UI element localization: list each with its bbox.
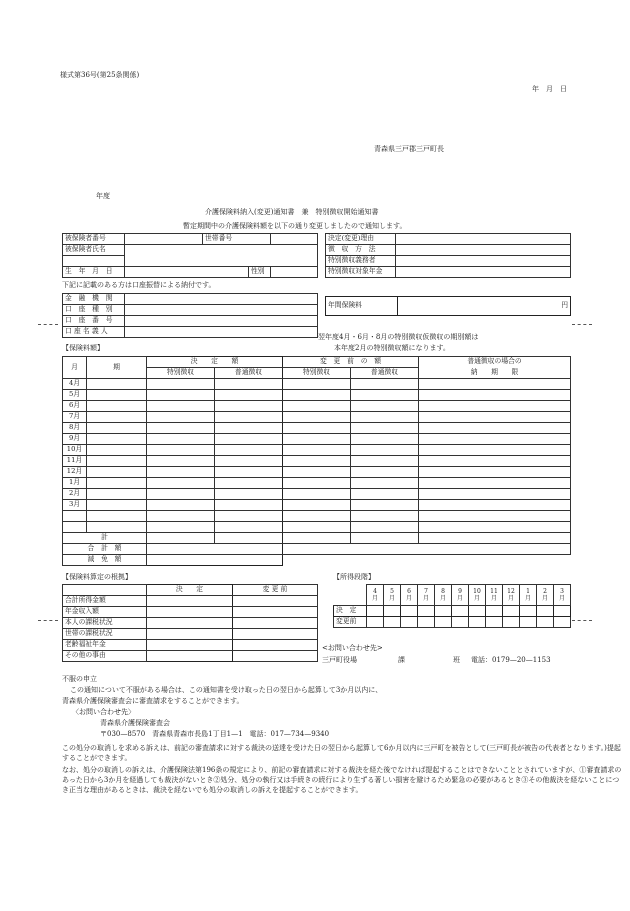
basis-row <box>63 629 318 640</box>
basis-decided-header: 決 定 <box>147 585 233 596</box>
annual-premium-label: 年間保険料 <box>326 297 398 316</box>
fee-ordinary-case-header: 普通徴収の場合の <box>419 357 571 368</box>
fee-decided-special-cell <box>147 379 215 390</box>
stage-before-cell <box>384 617 401 628</box>
sex-label: 性別 <box>249 267 271 278</box>
fee-deadline-cell <box>419 489 571 500</box>
basis-before-cell <box>233 596 318 607</box>
appeal-address: 〒030—8570 青森県青森市長島1丁目1—1 電話：017—734—9340 <box>100 730 330 738</box>
basis-row-label: 世帯の課税状況 <box>63 629 147 640</box>
stage-month-header: 2 月 <box>537 585 554 606</box>
appeal-contact-label: 〈お問い合わせ先〉 <box>72 708 135 716</box>
fee-period-cell <box>87 412 147 423</box>
special-pension-label: 特別徴収対象年金 <box>326 267 396 278</box>
fee-decided-special-cell <box>147 434 215 445</box>
fee-before-normal-cell <box>351 379 419 390</box>
stage-decided-cell <box>469 606 486 617</box>
stage-decided-cell <box>367 606 384 617</box>
fee-before-normal-cell <box>351 511 419 522</box>
fee-decided-special-cell <box>147 423 215 434</box>
basis-before-cell <box>233 607 318 618</box>
stage-decided-cell <box>554 606 571 617</box>
fee-period-cell <box>87 500 147 511</box>
fee-before-special-cell <box>283 434 351 445</box>
fee-before-special-cell <box>283 456 351 467</box>
basis-row <box>63 618 318 629</box>
fiscal-year: 年度 <box>96 192 110 200</box>
fee-month-cell: 7月 <box>63 412 87 423</box>
fee-before-special-cell <box>283 478 351 489</box>
stage-decided-cell <box>520 606 537 617</box>
fee-month-cell: 8月 <box>63 423 87 434</box>
birthdate-label: 生 年 月 日 <box>63 267 125 278</box>
fee-deadline-cell <box>419 379 571 390</box>
fee-month-cell: 2月 <box>63 489 87 500</box>
fee-before-normal-cell <box>351 401 419 412</box>
contact-phone: 電話：0179—20—1153 <box>471 656 551 664</box>
fee-month-cell: 9月 <box>63 434 87 445</box>
fee-month-cell: 11月 <box>63 456 87 467</box>
fee-decided-normal-cell <box>215 390 283 401</box>
fee-before-normal-cell <box>351 522 419 533</box>
fee-month-cell: 10月 <box>63 445 87 456</box>
document-subtitle: 暫定期間中の介護保険料額を以下の通り変更しましたので通知します。 <box>183 222 407 230</box>
basis-before-cell <box>233 629 318 640</box>
stage-decided-cell <box>418 606 435 617</box>
fee-deadline-cell <box>419 423 571 434</box>
basis-before-cell <box>233 640 318 651</box>
basis-decided-cell <box>147 607 233 618</box>
fee-before-special-cell <box>283 522 351 533</box>
stage-month-header: 7 月 <box>418 585 435 606</box>
stage-decided-cell <box>384 606 401 617</box>
fee-row <box>63 478 571 489</box>
basis-row-label: 年金収入額 <box>63 607 147 618</box>
stage-month-header: 4 月 <box>367 585 384 606</box>
fee-period-cell <box>87 423 147 434</box>
fee-before-special-cell <box>283 500 351 511</box>
fee-period-cell <box>87 467 147 478</box>
fee-month-cell <box>63 511 87 522</box>
fee-before-normal-cell <box>351 390 419 401</box>
stage-decided-cell <box>401 606 418 617</box>
stage-month-header: 8 月 <box>435 585 452 606</box>
document-title: 介護保険料納入(変更)通知書 兼 特別徴収開始通知書 <box>205 208 379 216</box>
insured-name-label: 被保険者氏名 <box>63 245 125 256</box>
fee-normal-header: 普通徴収 <box>351 368 419 379</box>
fee-deadline-cell <box>419 401 571 412</box>
stage-before-cell <box>452 617 469 628</box>
annual-premium-box <box>325 296 571 316</box>
fee-decided-special-cell <box>147 390 215 401</box>
fee-row <box>63 434 571 445</box>
fee-deadline-cell <box>419 467 571 478</box>
basis-decided-cell <box>147 640 233 651</box>
fee-period-cell <box>87 445 147 456</box>
collection-info-table <box>325 233 571 278</box>
form-number: 様式第36号(第25条関係) <box>60 71 140 79</box>
fee-before-special-cell <box>283 445 351 456</box>
stage-before-cell <box>469 617 486 628</box>
stage-month-header: 10 月 <box>469 585 486 606</box>
stage-before-cell <box>401 617 418 628</box>
fee-deadline-cell <box>419 478 571 489</box>
fold-line <box>572 620 592 621</box>
bank-row: 口 座 種 別 <box>63 305 125 316</box>
fee-before-special-cell <box>283 401 351 412</box>
fee-decided-special-cell <box>147 478 215 489</box>
stage-month-header: 9 月 <box>452 585 469 606</box>
date-line: 年 月 日 <box>532 85 567 93</box>
special-collector-label: 特別徴収義務者 <box>326 256 396 267</box>
fee-row <box>63 390 571 401</box>
basis-row-label: 本人の課税状況 <box>63 618 147 629</box>
fee-decided-normal-cell <box>215 467 283 478</box>
issuer: 青森県三戸郡三戸町長 <box>374 145 444 153</box>
bank-row: 金 融 機 関 <box>63 294 125 305</box>
fee-before-normal-cell <box>351 478 419 489</box>
fee-row <box>63 500 571 511</box>
fee-decided-special-cell <box>147 522 215 533</box>
special-note-2: 本年度2月の特別徴収額になります。 <box>334 344 450 352</box>
fee-month-cell: 3月 <box>63 500 87 511</box>
fee-period-cell <box>87 456 147 467</box>
fee-row <box>63 522 571 533</box>
stage-decided-cell <box>452 606 469 617</box>
fee-normal-header: 普通徴収 <box>215 368 283 379</box>
fee-before-normal-cell <box>351 467 419 478</box>
fee-decided-normal-cell <box>215 445 283 456</box>
fee-decided-normal-cell <box>215 500 283 511</box>
appeal-title: 不服の申立 <box>62 675 97 683</box>
stage-before-cell <box>367 617 384 628</box>
appeal-line-2: 青森県介護保険審査会に審査請求をすることができます。 <box>62 697 244 705</box>
annual-premium-yen: 円 <box>398 297 571 316</box>
basis-row <box>63 596 318 607</box>
footer-paragraph-2: なお、処分の取消しの訴えは、介護保険法第196条の規定により、前記の審査請求に対する裁決を経た後でなければ提起することはできないこととされていますが、①審査請求のあった日から3か月を経過しても裁決がないとき②処分、処分の執行又は手続きの続行により生ずる著しい損害を避けるため緊急の必要があるとき③その他裁決を経ないことにつき正当な理由があるときは、裁決を経ないでも処分の取消しの訴えを提起することができます。 <box>62 766 622 794</box>
fee-period-cell <box>87 379 147 390</box>
fee-row <box>63 423 571 434</box>
stage-month-header: 5 月 <box>384 585 401 606</box>
fee-before-special-cell <box>283 412 351 423</box>
decision-reason-label: 決定(変更)理由 <box>326 234 396 245</box>
fee-decided-normal-cell <box>215 456 283 467</box>
fee-row <box>63 379 571 390</box>
basis-table <box>62 584 318 662</box>
special-note-1: 翌年度4月・6月・8月の特別徴収仮徴収の期別額は <box>318 333 479 341</box>
fee-period-cell <box>87 390 147 401</box>
fee-deadline-cell <box>419 445 571 456</box>
fee-decided-special-cell <box>147 456 215 467</box>
stage-before-cell <box>503 617 520 628</box>
fee-period-cell <box>87 511 147 522</box>
fold-line <box>38 324 58 325</box>
fee-deadline-cell <box>419 434 571 445</box>
fee-before-special-cell <box>283 489 351 500</box>
fee-decided-normal-cell <box>215 478 283 489</box>
fee-deadline-cell <box>419 412 571 423</box>
fee-decided-header: 決 定 額 <box>147 357 283 368</box>
stage-before-cell <box>554 617 571 628</box>
fee-deadline-header: 納 期 限 <box>419 368 571 379</box>
fee-decided-normal-cell <box>215 489 283 500</box>
fee-before-normal-cell <box>351 434 419 445</box>
stage-decided-cell <box>486 606 503 617</box>
fee-decided-special-cell <box>147 467 215 478</box>
fee-decided-normal-cell <box>215 522 283 533</box>
footer-paragraph-1: この処分の取消しを求める訴えは、前記の審査請求に対する裁決の送達を受けた日の翌日から起算して6か月以内に三戸町を被告として(三戸町長が被告の代表者となります。)提起することができます。 <box>62 744 621 762</box>
stage-before-cell <box>520 617 537 628</box>
stage-decided-label: 決 定 <box>334 606 367 617</box>
fee-decided-normal-cell <box>215 412 283 423</box>
bank-row: 口 座 番 号 <box>63 316 125 327</box>
contact-office: 三戸町役場 <box>322 656 357 664</box>
basis-row-label: 老齢福祉年金 <box>63 640 147 651</box>
fee-month-cell: 1月 <box>63 478 87 489</box>
fee-before-normal-cell <box>351 445 419 456</box>
stage-before-label: 変更前 <box>334 617 367 628</box>
stage-decided-cell <box>435 606 452 617</box>
fee-before-special-cell <box>283 379 351 390</box>
insured-info-table <box>62 233 318 278</box>
stage-decided-cell <box>503 606 520 617</box>
fee-period-cell <box>87 401 147 412</box>
basis-decided-cell <box>147 596 233 607</box>
basis-decided-cell <box>147 618 233 629</box>
contact-section: 課 <box>398 656 405 664</box>
fee-before-normal-cell <box>351 412 419 423</box>
contact-team: 班 <box>453 656 460 664</box>
fee-before-header: 変 更 前 の 額 <box>283 357 419 368</box>
fee-deadline-cell <box>419 390 571 401</box>
basis-row <box>63 640 318 651</box>
fee-special-header: 特別徴収 <box>283 368 351 379</box>
fee-period-cell <box>87 489 147 500</box>
stage-table <box>333 584 571 628</box>
stage-month-header: 3 月 <box>554 585 571 606</box>
bank-table <box>62 293 318 338</box>
bank-note: 下記に記載のある方は口座振替による納付です。 <box>62 281 216 289</box>
fee-decided-normal-cell <box>215 434 283 445</box>
fee-deadline-cell <box>419 500 571 511</box>
fee-row <box>63 456 571 467</box>
fee-decided-normal-cell <box>215 511 283 522</box>
fee-row <box>63 445 571 456</box>
fee-row <box>63 511 571 522</box>
fee-month-cell: 4月 <box>63 379 87 390</box>
fee-before-special-cell <box>283 390 351 401</box>
bank-row: 口 座 名 義 人 <box>63 327 125 338</box>
basis-decided-cell <box>147 651 233 662</box>
fee-period-header: 期 <box>87 357 147 379</box>
fee-decided-special-cell <box>147 511 215 522</box>
stage-month-header: 12 月 <box>503 585 520 606</box>
fee-sum-label: 合 計 額 <box>63 544 147 555</box>
fold-line <box>572 324 592 325</box>
fee-row <box>63 401 571 412</box>
basis-before-cell <box>233 618 318 629</box>
fee-before-special-cell <box>283 511 351 522</box>
stage-section-title: 【所得段階】 <box>333 573 375 581</box>
fee-exempt-label: 減 免 額 <box>63 555 147 566</box>
fee-before-normal-cell <box>351 423 419 434</box>
basis-row-label: 合計所得金額 <box>63 596 147 607</box>
fee-deadline-cell <box>419 456 571 467</box>
fee-deadline-cell <box>419 522 571 533</box>
fee-deadline-cell <box>419 511 571 522</box>
fee-decided-normal-cell <box>215 423 283 434</box>
fee-month-header: 月 <box>63 357 87 379</box>
basis-section-title: 【保険料算定の根拠】 <box>62 573 132 581</box>
fee-decided-normal-cell <box>215 379 283 390</box>
appeal-line-1: この通知について不服がある場合は、この通知書を受け取った日の翌日から起算して3か月以内に、 <box>70 686 383 694</box>
fee-table <box>62 356 571 566</box>
fold-line <box>38 620 58 621</box>
stage-before-cell <box>537 617 554 628</box>
fee-month-cell <box>63 522 87 533</box>
stage-before-cell <box>486 617 503 628</box>
basis-row <box>63 651 318 662</box>
fee-total-label: 計 <box>63 533 147 544</box>
fee-special-header: 特別徴収 <box>147 368 215 379</box>
stage-month-header: 1 月 <box>520 585 537 606</box>
fee-before-normal-cell <box>351 500 419 511</box>
fee-month-cell: 6月 <box>63 401 87 412</box>
fee-month-cell: 12月 <box>63 467 87 478</box>
household-no-label: 世帯番号 <box>203 234 271 245</box>
insured-no-label: 被保険者番号 <box>63 234 125 245</box>
fee-before-special-cell <box>283 423 351 434</box>
basis-row-label: その他の事由 <box>63 651 147 662</box>
basis-row <box>63 607 318 618</box>
basis-decided-cell <box>147 629 233 640</box>
stage-decided-cell <box>537 606 554 617</box>
fee-decided-normal-cell <box>215 401 283 412</box>
fee-decided-special-cell <box>147 489 215 500</box>
fee-month-cell: 5月 <box>63 390 87 401</box>
fee-period-cell <box>87 434 147 445</box>
fee-before-special-cell <box>283 467 351 478</box>
basis-before-header: 変 更 前 <box>233 585 318 596</box>
fee-decided-special-cell <box>147 412 215 423</box>
stage-month-header: 11 月 <box>486 585 503 606</box>
fee-decided-special-cell <box>147 401 215 412</box>
fee-row <box>63 489 571 500</box>
fee-decided-special-cell <box>147 445 215 456</box>
fee-period-cell <box>87 478 147 489</box>
appeal-org: 青森県介護保険審査会 <box>100 719 170 727</box>
fee-section-title: 【保険料額】 <box>62 344 104 352</box>
fee-row <box>63 467 571 478</box>
fee-row <box>63 412 571 423</box>
fee-before-normal-cell <box>351 489 419 500</box>
fee-before-normal-cell <box>351 456 419 467</box>
fee-period-cell <box>87 522 147 533</box>
stage-before-cell <box>435 617 452 628</box>
contact-label: <お問い合わせ先> <box>322 644 383 652</box>
stage-month-header: 6 月 <box>401 585 418 606</box>
basis-before-cell <box>233 651 318 662</box>
collection-method-label: 徴 収 方 法 <box>326 245 396 256</box>
stage-before-cell <box>418 617 435 628</box>
fee-decided-special-cell <box>147 500 215 511</box>
